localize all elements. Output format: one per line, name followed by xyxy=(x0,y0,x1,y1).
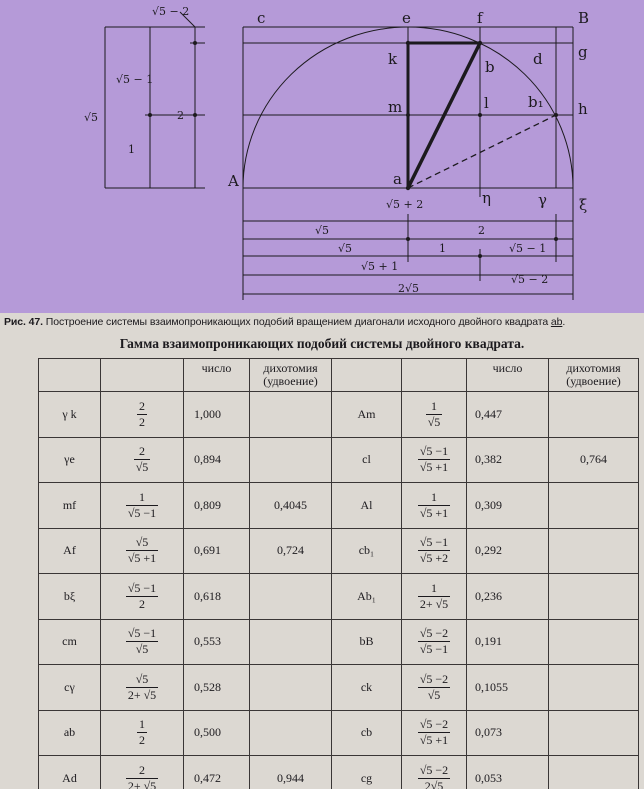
similarity-table xyxy=(38,358,639,789)
left-denominator: 2 xyxy=(139,414,145,429)
point-b1: b₁ xyxy=(528,93,544,111)
right-ratio xyxy=(402,392,467,438)
left-ratio xyxy=(101,437,184,483)
figure-47-diagram xyxy=(0,0,644,313)
header-number: число xyxy=(184,359,250,392)
right-ratio xyxy=(402,574,467,620)
table-row xyxy=(39,574,639,620)
left-dichotomy xyxy=(250,574,332,620)
header-empty xyxy=(101,359,184,392)
right-fraction xyxy=(418,582,450,611)
right-segment-label: Ab₁ xyxy=(332,574,402,620)
left-numerator: √5 xyxy=(126,536,158,551)
left-denominator: √5 xyxy=(135,460,149,475)
right-numerator: √5 −2 xyxy=(419,671,449,686)
left-ratio xyxy=(101,392,184,438)
table-body xyxy=(39,392,639,789)
right-fraction xyxy=(418,536,450,565)
left-segment-label: mf xyxy=(39,483,101,529)
right-numerator: √5 −2 xyxy=(419,717,449,732)
left-fraction xyxy=(137,718,147,747)
dim-label-sqrt5-minus-1: √5 − 1 xyxy=(509,242,547,255)
table-row xyxy=(39,665,639,711)
left-fraction xyxy=(126,764,158,789)
right-value: 0,236 xyxy=(467,574,549,620)
header-empty xyxy=(332,359,402,392)
left-denominator: 2 xyxy=(139,733,145,748)
right-denominator: √5 +2 xyxy=(419,551,449,566)
left-fraction xyxy=(126,582,158,611)
dim-label-2: 2 xyxy=(478,224,485,237)
left-value: 0,553 xyxy=(184,619,250,665)
right-numerator: √5 −1 xyxy=(419,535,449,550)
left-dichotomy: 0,944 xyxy=(250,756,332,789)
right-numerator: 1 xyxy=(418,491,450,506)
table-header-row xyxy=(39,359,639,392)
right-value: 0,1055 xyxy=(467,665,549,711)
table-row xyxy=(39,619,639,665)
point-eta: η xyxy=(482,189,491,207)
caption-text: Построение системы взаимопроникающих подобий вращением диагонали исходного двойного квадрата xyxy=(42,316,551,328)
header-dichotomy-l2: (удвоение) xyxy=(566,374,621,388)
left-numerator: 2 xyxy=(139,398,145,413)
left-fraction xyxy=(126,627,158,656)
header-dichotomy-l1: дихотомия xyxy=(566,361,621,375)
label-one: 1 xyxy=(128,143,135,156)
left-dichotomy xyxy=(250,437,332,483)
right-numerator: 1 xyxy=(418,582,450,597)
left-dichotomy xyxy=(250,392,332,438)
point-A: A xyxy=(228,172,239,190)
right-dichotomy xyxy=(549,756,639,789)
right-ratio xyxy=(402,437,467,483)
left-fraction xyxy=(134,445,151,474)
left-value: 0,691 xyxy=(184,528,250,574)
left-ratio xyxy=(101,665,184,711)
point-xi: ξ xyxy=(579,196,588,214)
left-numerator: 1 xyxy=(126,491,158,506)
figure-caption xyxy=(4,316,640,328)
left-dichotomy: 0,724 xyxy=(250,528,332,574)
right-value: 0,309 xyxy=(467,483,549,529)
left-segment-label: ab xyxy=(39,710,101,756)
right-value: 0,191 xyxy=(467,619,549,665)
right-value: 0,053 xyxy=(467,756,549,789)
dim-label-sqrt5-a: √5 xyxy=(315,224,330,237)
label-sqrt5-minus-2-top: √5 − 2 xyxy=(152,5,190,18)
left-denominator: √5 +1 xyxy=(127,551,157,566)
right-segment-label: cb xyxy=(332,710,402,756)
right-denominator: √5 xyxy=(427,687,441,702)
left-denominator: 2+ √5 xyxy=(127,687,157,702)
label-sqrt5-minus-1: √5 − 1 xyxy=(116,73,154,86)
left-numerator: 2 xyxy=(126,764,158,779)
dim-label-1: 1 xyxy=(439,242,446,255)
left-value: 0,528 xyxy=(184,665,250,711)
right-ratio xyxy=(402,483,467,529)
left-dichotomy: 0,4045 xyxy=(250,483,332,529)
caption-ab: ab xyxy=(550,316,563,328)
right-segment-label: cl xyxy=(332,437,402,483)
right-segment-label: bB xyxy=(332,619,402,665)
right-segment-label: Am xyxy=(332,392,402,438)
right-segment-label: ck xyxy=(332,665,402,711)
left-segment-label: Af xyxy=(39,528,101,574)
header-empty xyxy=(39,359,101,392)
dot-l xyxy=(478,113,482,117)
right-denominator: √5 −1 xyxy=(419,642,449,657)
right-dichotomy xyxy=(549,710,639,756)
dim-label-sqrt5-b: √5 xyxy=(338,242,353,255)
left-value: 1,000 xyxy=(184,392,250,438)
right-denominator: √5 +1 xyxy=(419,460,449,475)
left-ratio xyxy=(101,528,184,574)
left-ratio xyxy=(101,619,184,665)
right-dichotomy xyxy=(549,574,639,620)
dim-label-2sqrt5: 2√5 xyxy=(398,282,420,295)
header-number: число xyxy=(467,359,549,392)
dot-dim-556 xyxy=(554,237,558,241)
left-numerator: 2 xyxy=(134,445,151,460)
right-dichotomy xyxy=(549,483,639,529)
left-segment-label: γe xyxy=(39,437,101,483)
right-dichotomy xyxy=(549,528,639,574)
table-row xyxy=(39,756,639,789)
dot-a xyxy=(406,186,410,190)
left-denominator: √5 xyxy=(135,642,149,657)
left-segment-label: γ k xyxy=(39,392,101,438)
caption-end: . xyxy=(562,316,566,328)
table-row xyxy=(39,437,639,483)
left-denominator: 2+ √5 xyxy=(127,778,157,789)
point-B: B xyxy=(578,9,590,27)
left-value: 0,894 xyxy=(184,437,250,483)
header-empty xyxy=(402,359,467,392)
left-fraction xyxy=(126,536,158,565)
dim-label-sqrt5-minus-2: √5 − 2 xyxy=(511,273,549,286)
label-sqrt5-plus-2: √5 + 2 xyxy=(386,198,424,211)
right-dichotomy: 0,764 xyxy=(549,437,639,483)
left-segment-label: cγ xyxy=(39,665,101,711)
right-segment-label: cg xyxy=(332,756,402,789)
dot-b xyxy=(478,41,482,45)
point-g: g xyxy=(578,43,588,61)
dot-dim-408 xyxy=(406,237,410,241)
left-fraction xyxy=(137,400,147,429)
right-value: 0,292 xyxy=(467,528,549,574)
right-ratio xyxy=(402,710,467,756)
dim-label-sqrt5-plus-1: √5 + 1 xyxy=(361,260,399,273)
label-left-sqrt5: √5 xyxy=(84,111,99,124)
point-gamma: γ xyxy=(538,191,547,209)
right-fraction xyxy=(418,673,450,702)
dot-43 xyxy=(193,41,197,45)
point-e: e xyxy=(402,9,411,27)
dot-k xyxy=(406,41,410,45)
right-fraction xyxy=(418,764,450,789)
right-ratio xyxy=(402,528,467,574)
caption-prefix: Рис. 47. xyxy=(4,316,43,328)
right-dichotomy xyxy=(549,392,639,438)
dashed-ab1 xyxy=(408,115,556,188)
table-row xyxy=(39,528,639,574)
left-denominator: √5 −1 xyxy=(127,505,157,520)
dot-115b xyxy=(193,113,197,117)
left-value: 0,809 xyxy=(184,483,250,529)
right-value: 0,447 xyxy=(467,392,549,438)
header-dichotomy-l2: (удвоение) xyxy=(263,374,318,388)
left-segment-label: cm xyxy=(39,619,101,665)
right-fraction xyxy=(418,718,450,747)
header-dichotomy xyxy=(250,359,332,392)
table-row xyxy=(39,392,639,438)
right-ratio xyxy=(402,665,467,711)
right-numerator: √5 −1 xyxy=(419,444,449,459)
left-value: 0,472 xyxy=(184,756,250,789)
dot-115 xyxy=(148,113,152,117)
point-f: f xyxy=(477,9,483,27)
right-ratio xyxy=(402,756,467,789)
right-denominator: √5 +1 xyxy=(419,733,449,748)
point-b: b xyxy=(485,58,495,76)
left-ratio xyxy=(101,710,184,756)
right-dichotomy xyxy=(549,665,639,711)
similarity-table-wrap xyxy=(38,358,638,789)
left-numerator: 1 xyxy=(139,717,145,732)
right-numerator: √5 −2 xyxy=(419,762,449,777)
right-numerator: 1 xyxy=(426,400,443,415)
point-c: c xyxy=(257,9,266,27)
left-value: 0,618 xyxy=(184,574,250,620)
left-numerator: √5 −1 xyxy=(127,580,157,595)
construction-diagram xyxy=(0,0,644,313)
right-fraction xyxy=(426,400,443,429)
header-dichotomy xyxy=(549,359,639,392)
left-segment-label: Ad xyxy=(39,756,101,789)
table-title: Гамма взаимопроникающих подобий системы двойного квадрата. xyxy=(119,336,525,351)
point-d: d xyxy=(533,50,543,68)
left-numerator: √5 xyxy=(126,673,158,688)
left-denominator: 2 xyxy=(138,596,145,611)
left-fraction xyxy=(126,491,158,520)
point-k: k xyxy=(388,50,398,68)
left-dichotomy xyxy=(250,710,332,756)
right-denominator: 2√5 xyxy=(424,778,444,789)
left-dichotomy xyxy=(250,619,332,665)
right-denominator: √5 xyxy=(427,414,441,429)
header-dichotomy-l1: дихотомия xyxy=(263,361,318,375)
right-value: 0,073 xyxy=(467,710,549,756)
point-l: l xyxy=(484,94,489,112)
dot-dim-480 xyxy=(478,254,482,258)
right-segment-label: cb₁ xyxy=(332,528,402,574)
right-value: 0,382 xyxy=(467,437,549,483)
table-row xyxy=(39,710,639,756)
right-denominator: 2+ √5 xyxy=(419,596,449,611)
left-ratio xyxy=(101,483,184,529)
table-row xyxy=(39,483,639,529)
dot-m xyxy=(406,113,410,117)
right-ratio xyxy=(402,619,467,665)
right-fraction xyxy=(418,445,450,474)
point-h: h xyxy=(578,100,588,118)
left-segment-label: bξ xyxy=(39,574,101,620)
point-a: a xyxy=(393,170,402,188)
label-two: 2 xyxy=(177,109,184,122)
right-denominator: √5 +1 xyxy=(419,505,449,520)
dot-b1 xyxy=(554,113,558,117)
left-numerator: √5 −1 xyxy=(127,626,157,641)
right-fraction xyxy=(418,491,450,520)
right-fraction xyxy=(418,627,450,656)
point-m: m xyxy=(388,98,403,116)
left-fraction xyxy=(126,673,158,702)
left-dichotomy xyxy=(250,665,332,711)
right-numerator: √5 −2 xyxy=(419,626,449,641)
left-value: 0,500 xyxy=(184,710,250,756)
right-segment-label: Al xyxy=(332,483,402,529)
left-ratio xyxy=(101,574,184,620)
right-dichotomy xyxy=(549,619,639,665)
left-ratio xyxy=(101,756,184,789)
